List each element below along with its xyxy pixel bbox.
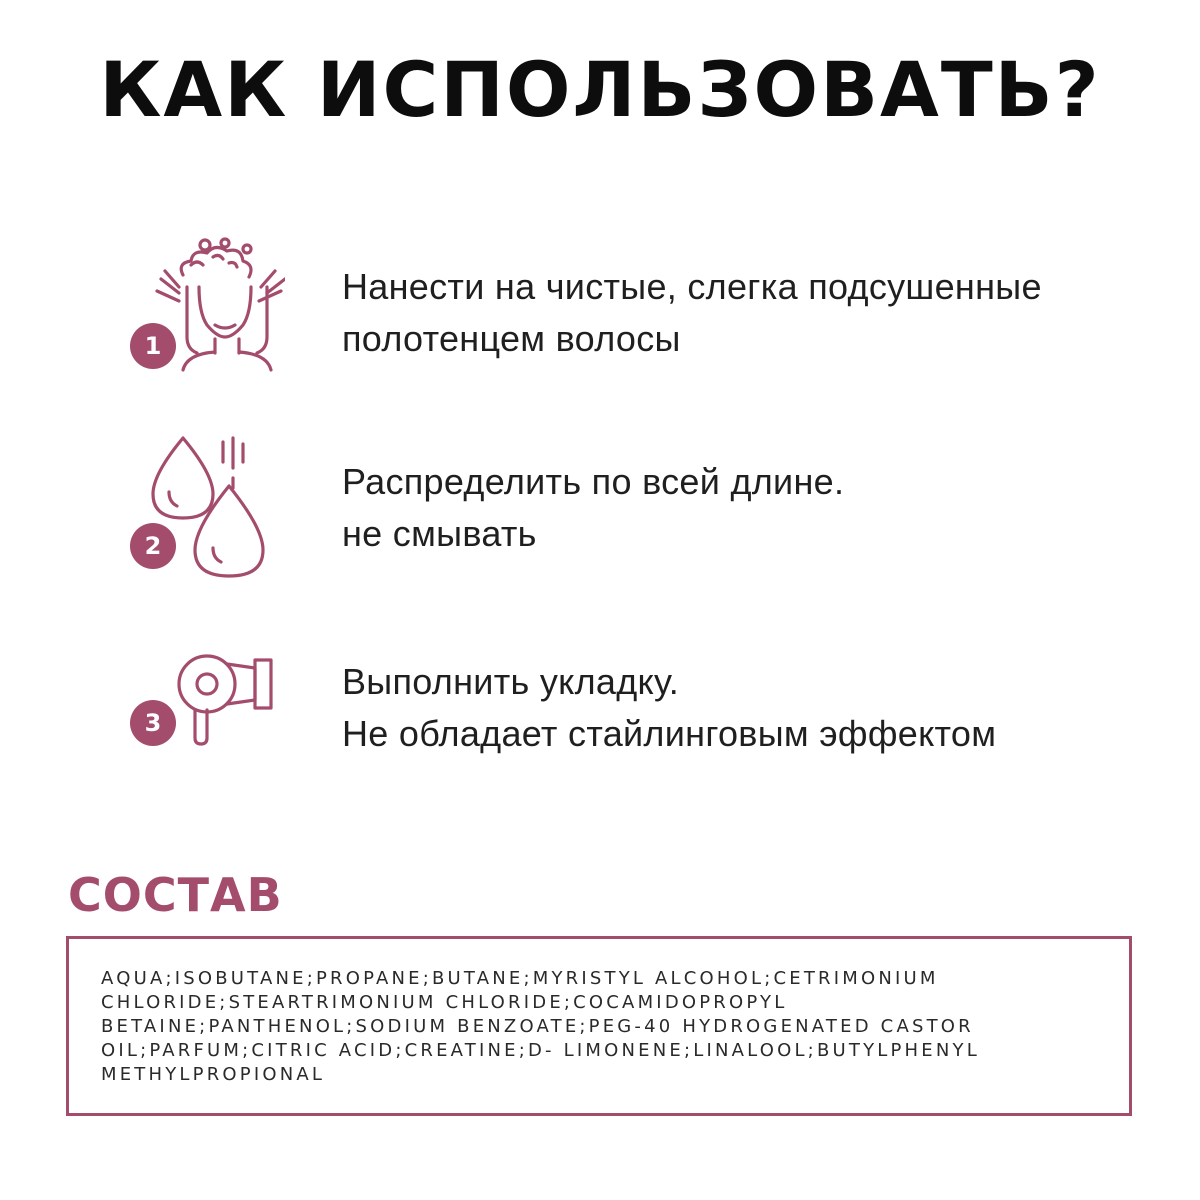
step-1-text xyxy=(342,261,1042,365)
step-text-line: Не обладает стайлинговым эффектом xyxy=(342,713,997,754)
step-2-text xyxy=(342,456,844,560)
step-text-line: Выполнить укладку. xyxy=(342,661,679,702)
composition-line: OIL;PARFUM;CITRIC ACID;CREATINE;D- LIMONENE;LINALOOL;BUTYLPHENYL xyxy=(101,1040,980,1061)
composition-line: METHYLPROPIONAL xyxy=(101,1064,326,1085)
composition-line: AQUA;ISOBUTANE;PROPANE;BUTANE;MYRISTYL ALCOHOL;CETRIMONIUM xyxy=(101,968,939,989)
hair-wash-icon xyxy=(125,235,285,385)
composition-box xyxy=(66,936,1132,1116)
composition-text xyxy=(101,967,1111,1087)
step-text-line: не смывать xyxy=(342,513,537,554)
composition-line: BETAINE;PANTHENOL;SODIUM BENZOATE;PEG-40 HYDROGENATED CASTOR xyxy=(101,1016,974,1037)
composition-title: СОСТАВ xyxy=(68,868,283,922)
step-3-text xyxy=(342,656,996,760)
step-number-badge: 2 xyxy=(130,523,176,569)
page-title: КАК ИСПОЛЬЗОВАТЬ? xyxy=(99,45,1101,134)
composition-line: CHLORIDE;STEARTRIMONIUM CHLORIDE;COCAMIDOPROPYL xyxy=(101,992,788,1013)
step-text-line: Нанести на чистые, слегка подсушенные xyxy=(342,266,1042,307)
step-number-badge: 1 xyxy=(130,323,176,369)
water-drops-icon xyxy=(125,430,285,580)
step-text-line: полотенцем волосы xyxy=(342,318,681,359)
hair-dryer-icon xyxy=(125,650,285,800)
step-text-line: Распределить по всей длине. xyxy=(342,461,845,502)
step-number-badge: 3 xyxy=(130,700,176,746)
